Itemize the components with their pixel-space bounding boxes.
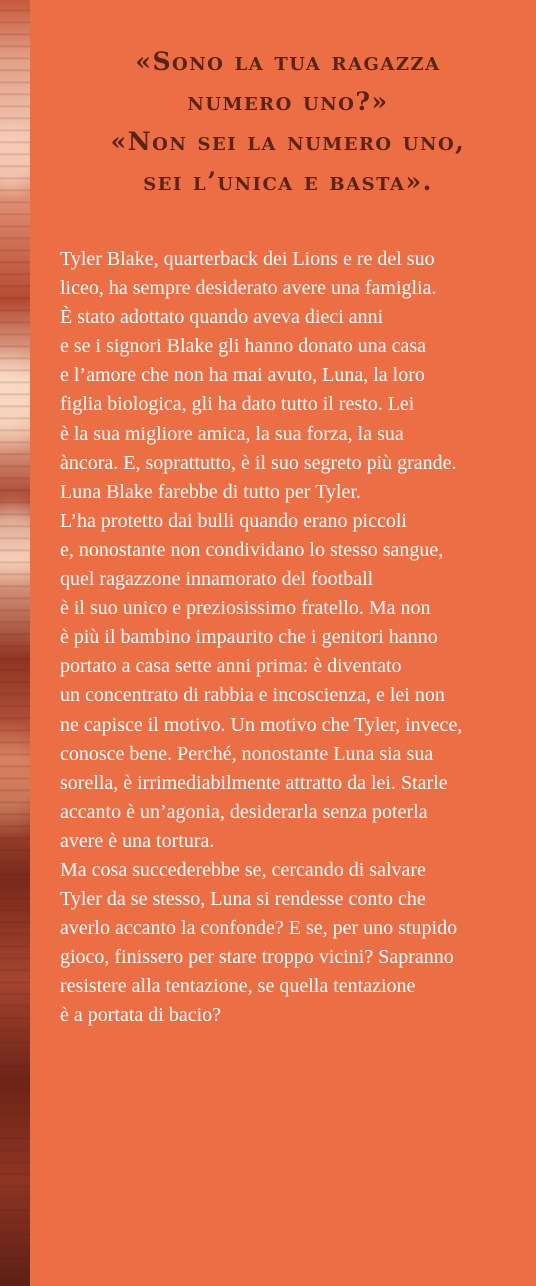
blurb-line: resistere alla tentazione, se quella tentazione <box>60 975 416 998</box>
blurb-line: avere è una tortura. <box>60 829 215 852</box>
headline-line: «Sono la tua ragazza <box>135 47 441 76</box>
blurb-line: un concentrato di rabbia e incoscienza, e lei non <box>60 684 445 707</box>
headline-line: sei l’unica e basta». <box>143 167 433 196</box>
headline-line: «Non sei la numero uno, <box>110 127 466 156</box>
blurb-line: ne capisce il motivo. Un motivo che Tyler, invece, <box>60 713 463 736</box>
blurb-line: portato a casa sette anni prima: è diventato <box>60 655 402 678</box>
blurb-line: àncora. E, soprattutto, è il suo segreto più grande. <box>60 451 457 474</box>
blurb-line: Tyler da se stesso, Luna si rendesse conto che <box>60 888 426 911</box>
headline-line: numero uno?» <box>187 87 389 116</box>
blurb-line: Tyler Blake, quarterback dei Lions e re del suo <box>60 248 435 270</box>
blurb-line: è a portata di bacio? <box>60 1004 222 1027</box>
blurb-line: averlo accanto la confonde? E se, per uno stupido <box>60 917 458 940</box>
headline-quote <box>40 42 536 202</box>
blurb-line: Luna Blake farebbe di tutto per Tyler. <box>60 480 361 503</box>
blurb-line: Ma cosa succederebbe se, cercando di salvare <box>60 858 426 881</box>
blurb-line: e l’amore che non ha mai avuto, Luna, la loro <box>60 364 425 387</box>
blurb-line: conosce bene. Perché, nonostante Luna sia sua <box>60 742 434 765</box>
blurb-line: sorella, è irrimediabilmente attratto da lei. Starle <box>60 771 448 794</box>
blurb-line: figlia biologica, gli ha dato tutto il resto. Lei <box>60 393 415 416</box>
football-texture <box>0 0 30 1286</box>
blurb-text <box>60 245 530 1031</box>
blurb-line: gioco, finissero per stare troppo vicini? Sapranno <box>60 946 454 969</box>
blurb-line: e se i signori Blake gli hanno donato una casa <box>60 335 427 358</box>
blurb-line: è più il bambino impaurito che i genitori hanno <box>60 626 438 649</box>
football-photo-strip <box>0 0 30 1286</box>
blurb-line: e, nonostante non condividano lo stesso sangue, <box>60 538 444 561</box>
blurb-line: È stato adottato quando aveva dieci anni <box>60 306 384 329</box>
blurb-line: quel ragazzone innamorato del football <box>60 568 374 591</box>
blurb-line: è il suo unico e preziosissimo fratello. Ma non <box>60 597 431 620</box>
blurb-line: L’ha protetto dai bulli quando erano piccoli <box>60 509 407 532</box>
blurb-line: è la sua migliore amica, la sua forza, la sua <box>60 422 404 445</box>
blurb-line: liceo, ha sempre desiderato avere una famiglia. <box>60 277 437 300</box>
blurb-line: accanto è un’agonia, desiderarla senza poterla <box>60 800 428 823</box>
